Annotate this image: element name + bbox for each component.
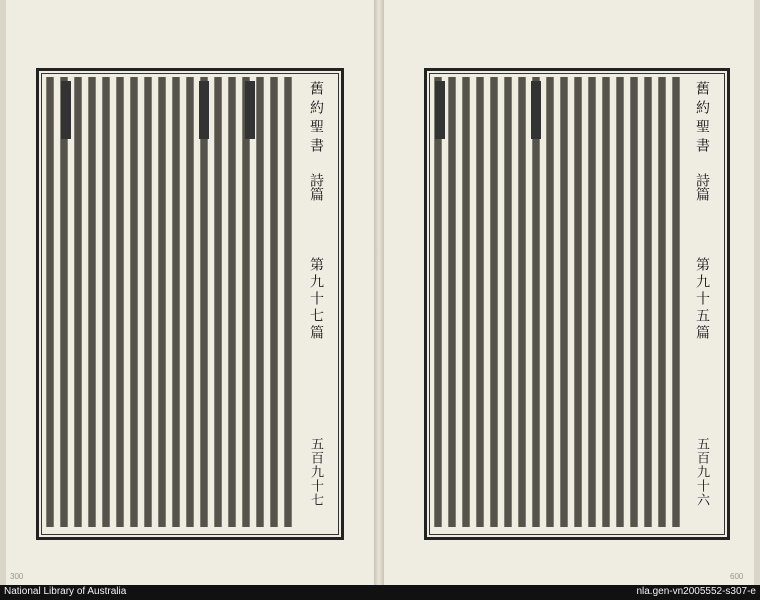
right-poem-heading-tag	[531, 81, 541, 139]
image-identifier: nla.gen-vn2005552-s307-e	[636, 586, 756, 597]
left-poem-heading-tag	[199, 81, 209, 139]
left-text-frame	[36, 68, 344, 540]
right-marginal-column	[685, 77, 721, 529]
book-gutter	[374, 0, 384, 585]
footer-bar	[0, 585, 760, 600]
right-poem-heading-tag	[435, 81, 445, 139]
left-poem-heading-tag	[245, 81, 255, 139]
left-body-text-columns	[45, 77, 295, 527]
right-page	[384, 0, 754, 585]
left-page	[6, 0, 374, 585]
book-title: 舊約聖書	[308, 81, 324, 157]
section-label: 詩篇	[694, 173, 710, 201]
source-credit: National Library of Australia	[4, 586, 127, 597]
left-marginal-column	[299, 77, 335, 529]
page-mark: 600	[730, 572, 744, 581]
page-number: 五百九十七	[308, 437, 323, 507]
page-mark: 300	[10, 572, 24, 581]
page-number: 五百九十六	[694, 437, 709, 507]
poem-number: 第九十五篇	[694, 257, 710, 342]
book-title: 舊約聖書	[694, 81, 710, 157]
left-poem-heading-tag	[61, 81, 71, 139]
section-label: 詩篇	[308, 173, 324, 201]
poem-number: 第九十七篇	[308, 257, 324, 342]
right-body-text-columns	[433, 77, 683, 527]
right-text-frame	[424, 68, 730, 540]
